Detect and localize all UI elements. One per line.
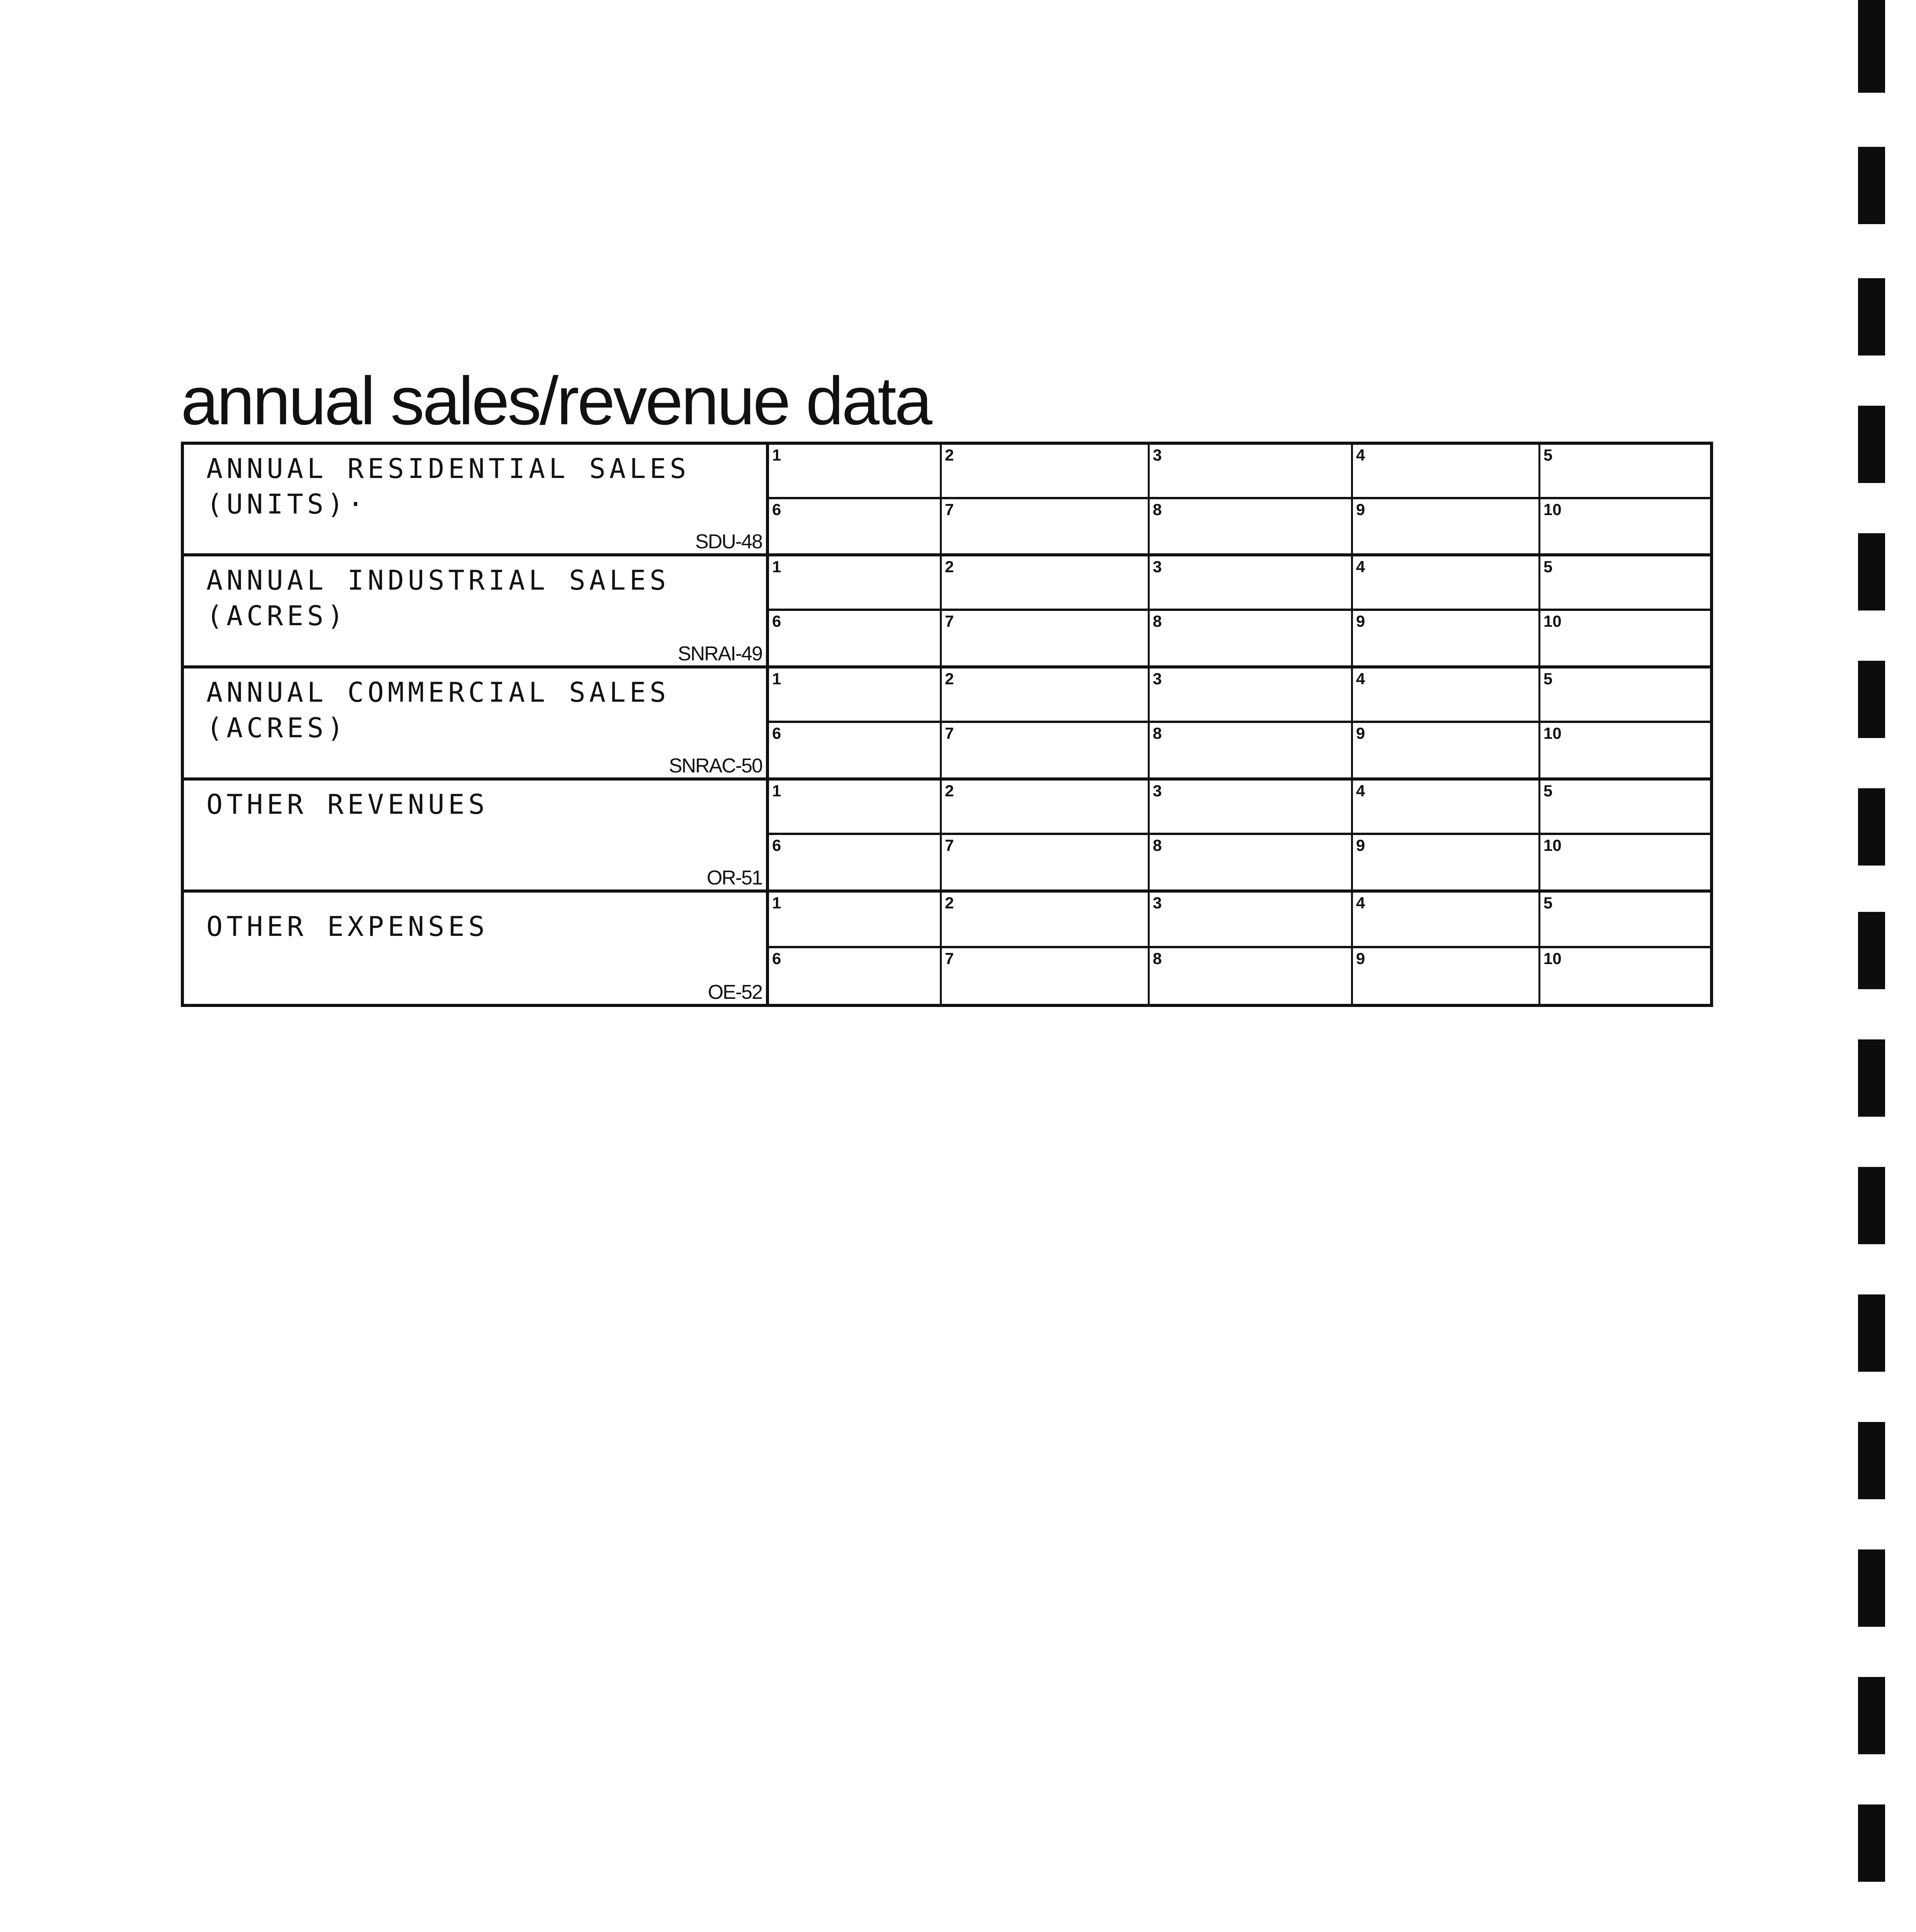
entry-cell[interactable] bbox=[769, 445, 942, 497]
cell-number: 9 bbox=[1356, 836, 1365, 854]
entry-cell[interactable] bbox=[942, 835, 1150, 889]
entry-cell[interactable] bbox=[1150, 668, 1353, 721]
cell-number: 2 bbox=[945, 558, 954, 576]
entry-cell[interactable] bbox=[769, 668, 942, 721]
cell-number: 5 bbox=[1543, 894, 1553, 912]
entry-cell[interactable] bbox=[1353, 556, 1540, 609]
entry-cell[interactable] bbox=[942, 611, 1150, 665]
cell-number: 8 bbox=[1153, 500, 1162, 519]
entry-cell[interactable] bbox=[1353, 948, 1540, 1004]
cell-number: 2 bbox=[945, 670, 954, 688]
entry-cell[interactable] bbox=[1353, 668, 1540, 721]
cell-number: 9 bbox=[1356, 724, 1365, 742]
entry-cell[interactable] bbox=[1353, 499, 1540, 554]
entry-cell[interactable] bbox=[1540, 556, 1710, 609]
table-row-other-revenues bbox=[184, 781, 1710, 893]
entry-cell[interactable] bbox=[1353, 445, 1540, 497]
cell-number: 10 bbox=[1543, 612, 1562, 630]
entry-cell[interactable] bbox=[942, 445, 1150, 497]
entry-cell[interactable] bbox=[1353, 781, 1540, 833]
binding-mark bbox=[1858, 1422, 1885, 1499]
entry-cell[interactable] bbox=[769, 835, 942, 889]
entry-cell[interactable] bbox=[1540, 668, 1710, 721]
entry-cell[interactable] bbox=[1540, 499, 1710, 554]
cell-number: 2 bbox=[945, 894, 954, 912]
cell-number: 5 bbox=[1543, 558, 1553, 576]
entry-cell[interactable] bbox=[1540, 835, 1710, 889]
cell-number: 1 bbox=[772, 558, 781, 576]
entry-cell[interactable] bbox=[1150, 445, 1353, 497]
cell-number: 2 bbox=[945, 446, 954, 464]
cell-number: 8 bbox=[1153, 612, 1162, 630]
row-label-cell bbox=[184, 893, 769, 1004]
entry-cell[interactable] bbox=[1353, 611, 1540, 665]
cell-number: 10 bbox=[1543, 724, 1562, 742]
cell-number: 6 bbox=[772, 500, 781, 519]
cell-number: 7 bbox=[945, 949, 954, 968]
cell-number: 3 bbox=[1153, 558, 1162, 576]
cell-number: 1 bbox=[772, 782, 781, 800]
entry-cell[interactable] bbox=[1150, 948, 1353, 1004]
entry-cell[interactable] bbox=[1150, 893, 1353, 946]
cell-number: 7 bbox=[945, 500, 954, 519]
entry-cells bbox=[769, 445, 1710, 553]
entry-cell[interactable] bbox=[769, 723, 942, 777]
binding-mark bbox=[1858, 147, 1885, 224]
cell-number: 3 bbox=[1153, 446, 1162, 464]
cell-number: 4 bbox=[1356, 558, 1365, 576]
cell-number: 7 bbox=[945, 612, 954, 630]
entry-cells bbox=[769, 556, 1710, 665]
entry-cell[interactable] bbox=[1540, 611, 1710, 665]
cell-number: 6 bbox=[772, 612, 781, 630]
row-label: ANNUAL INDUSTRIAL SALES (ACRES) bbox=[206, 565, 670, 632]
cell-number: 6 bbox=[772, 836, 781, 854]
cell-number: 8 bbox=[1153, 724, 1162, 742]
entry-cell[interactable] bbox=[769, 948, 942, 1004]
cell-number: 7 bbox=[945, 724, 954, 742]
cell-number: 1 bbox=[772, 446, 781, 464]
cell-number: 8 bbox=[1153, 949, 1162, 968]
cell-number: 9 bbox=[1356, 949, 1365, 968]
cell-number: 3 bbox=[1153, 782, 1162, 800]
binding-mark bbox=[1858, 788, 1885, 866]
row-label-cell bbox=[184, 668, 769, 777]
row-code: SNRAC-50 bbox=[669, 755, 762, 777]
entry-cell[interactable] bbox=[1150, 723, 1353, 777]
binding-mark bbox=[1858, 1804, 1885, 1882]
table-row-commercial-sales bbox=[184, 668, 1710, 781]
entry-cell[interactable] bbox=[1150, 835, 1353, 889]
cell-number: 10 bbox=[1543, 500, 1562, 519]
cell-number: 3 bbox=[1153, 894, 1162, 912]
entry-cell[interactable] bbox=[769, 556, 942, 609]
entry-cell[interactable] bbox=[1150, 611, 1353, 665]
entry-cell[interactable] bbox=[942, 723, 1150, 777]
entry-cell[interactable] bbox=[769, 499, 942, 554]
cell-number: 10 bbox=[1543, 949, 1562, 968]
entry-cell[interactable] bbox=[1353, 835, 1540, 889]
entry-cell[interactable] bbox=[1540, 445, 1710, 497]
cell-number: 4 bbox=[1356, 782, 1365, 800]
entry-cells bbox=[769, 668, 1710, 777]
row-label: OTHER REVENUES bbox=[206, 789, 489, 820]
cell-number: 6 bbox=[772, 724, 781, 742]
row-code: SNRAI-49 bbox=[677, 643, 762, 665]
cell-number: 4 bbox=[1356, 670, 1365, 688]
entry-cell[interactable] bbox=[1150, 781, 1353, 833]
cell-number: 5 bbox=[1543, 446, 1553, 464]
entry-cell[interactable] bbox=[1540, 723, 1710, 777]
entry-cell[interactable] bbox=[1150, 499, 1353, 554]
binding-mark bbox=[1858, 1549, 1885, 1627]
cell-number: 1 bbox=[772, 894, 781, 912]
table-row-other-expenses bbox=[184, 893, 1710, 1004]
table-row-residential-sales bbox=[184, 445, 1710, 556]
cell-number: 8 bbox=[1153, 836, 1162, 854]
entry-cell[interactable] bbox=[942, 668, 1150, 721]
binding-mark bbox=[1858, 0, 1885, 93]
entry-cell[interactable] bbox=[1540, 781, 1710, 833]
entry-cells bbox=[769, 893, 1710, 1004]
cell-number: 10 bbox=[1543, 836, 1562, 854]
entry-cell[interactable] bbox=[942, 948, 1150, 1004]
binding-mark bbox=[1858, 278, 1885, 355]
binding-mark bbox=[1858, 1039, 1885, 1117]
row-code: OE-52 bbox=[708, 981, 762, 1003]
cell-number: 6 bbox=[772, 949, 781, 968]
row-code: SDU-48 bbox=[695, 531, 762, 553]
row-code: OR-51 bbox=[706, 867, 762, 889]
entry-cell[interactable] bbox=[1540, 893, 1710, 946]
binding-mark bbox=[1858, 912, 1885, 989]
entry-cell[interactable] bbox=[769, 781, 942, 833]
row-label-cell bbox=[184, 781, 769, 889]
binding-mark bbox=[1858, 661, 1885, 738]
cell-number: 5 bbox=[1543, 782, 1553, 800]
entry-cell[interactable] bbox=[769, 611, 942, 665]
cell-number: 4 bbox=[1356, 446, 1365, 464]
entry-cell[interactable] bbox=[769, 893, 942, 946]
cell-number: 9 bbox=[1356, 500, 1365, 519]
cell-number: 7 bbox=[945, 836, 954, 854]
cell-number: 9 bbox=[1356, 612, 1365, 630]
entry-cell[interactable] bbox=[1353, 893, 1540, 946]
entry-cell[interactable] bbox=[942, 499, 1150, 554]
binding-mark bbox=[1858, 533, 1885, 611]
row-label: ANNUAL RESIDENTIAL SALES (UNITS)· bbox=[206, 453, 690, 520]
entry-cell[interactable] bbox=[1540, 948, 1710, 1004]
binding-mark bbox=[1858, 1167, 1885, 1244]
entry-cell[interactable] bbox=[942, 556, 1150, 609]
row-label: OTHER EXPENSES bbox=[206, 911, 489, 942]
entry-cell[interactable] bbox=[1150, 556, 1353, 609]
entry-cell[interactable] bbox=[942, 781, 1150, 833]
binding-mark bbox=[1858, 1677, 1885, 1754]
row-label-cell bbox=[184, 445, 769, 553]
entry-cell[interactable] bbox=[942, 893, 1150, 946]
cell-number: 2 bbox=[945, 782, 954, 800]
table-row-industrial-sales bbox=[184, 556, 1710, 668]
cell-number: 1 bbox=[772, 670, 781, 688]
sales-revenue-table bbox=[181, 442, 1713, 1007]
row-label-cell bbox=[184, 556, 769, 665]
cell-number: 4 bbox=[1356, 894, 1365, 912]
entry-cells bbox=[769, 781, 1710, 889]
binding-mark bbox=[1858, 406, 1885, 483]
page-title: annual sales/revenue data bbox=[181, 363, 931, 439]
binding-mark bbox=[1858, 1294, 1885, 1372]
cell-number: 3 bbox=[1153, 670, 1162, 688]
entry-cell[interactable] bbox=[1353, 723, 1540, 777]
cell-number: 5 bbox=[1543, 670, 1553, 688]
row-label: ANNUAL COMMERCIAL SALES (ACRES) bbox=[206, 677, 670, 744]
